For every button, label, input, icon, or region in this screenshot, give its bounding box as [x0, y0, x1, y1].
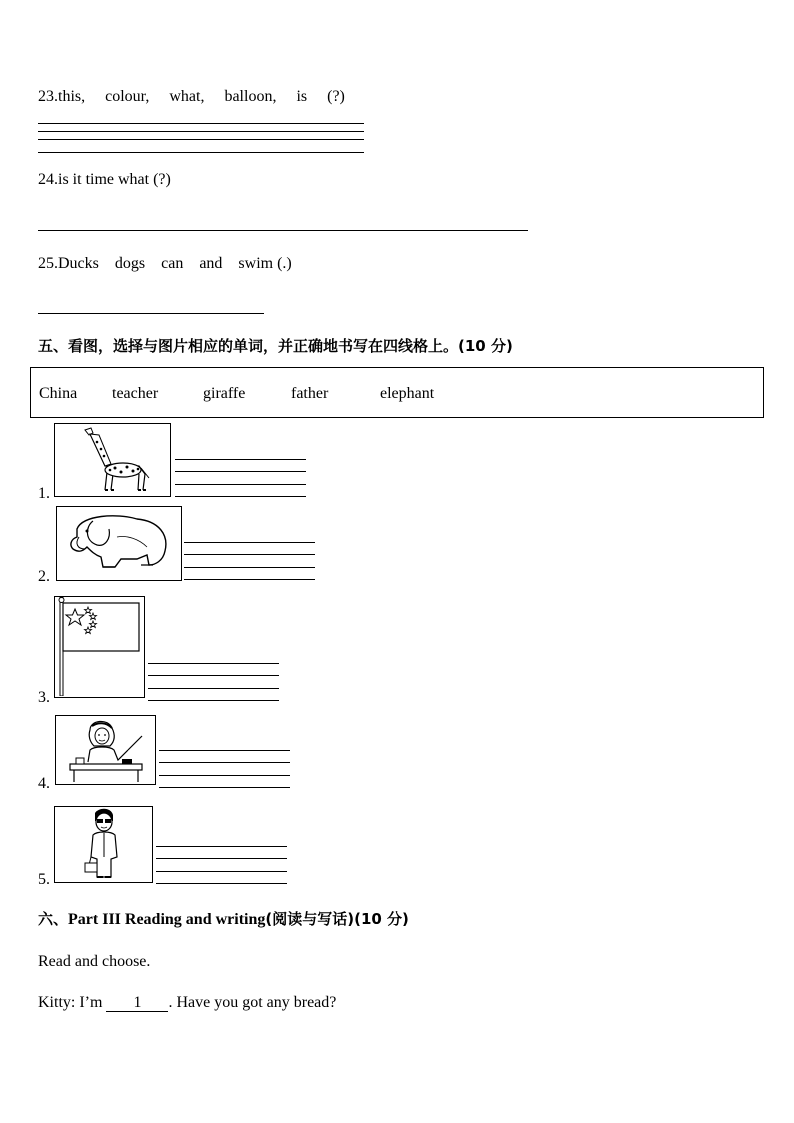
section-5-title: 五、看图，选择与图片相应的单词，并正确地书写在四线格上。(10 分) — [38, 337, 513, 355]
picture-3 — [54, 596, 145, 698]
question-25: 25.Ducks dogs can and swim (.) — [38, 255, 292, 272]
picture-4 — [55, 715, 156, 785]
item-number-4: 4. — [38, 775, 50, 792]
elephant-icon — [57, 507, 180, 579]
word-father: father — [291, 385, 329, 402]
picture-1 — [54, 423, 171, 497]
question-23: 23.this, colour, what, balloon, is (?) — [38, 88, 345, 105]
item-number-5: 5. — [38, 871, 50, 888]
word-giraffe: giraffe — [203, 385, 246, 402]
word-teacher: teacher — [112, 385, 159, 402]
word-bank-box — [30, 367, 764, 418]
father-icon — [55, 807, 151, 881]
item-number-2: 2. — [38, 568, 50, 585]
word-elephant: elephant — [380, 385, 435, 402]
picture-2 — [56, 506, 182, 581]
teacher-icon — [56, 716, 154, 783]
china-flag-icon — [55, 597, 143, 696]
item-number-3: 3. — [38, 689, 50, 706]
section-6-title: 六、Part III Reading and writing(阅读与写话)(10 分) — [38, 910, 409, 928]
giraffe-icon — [55, 424, 169, 495]
item-number-1: 1. — [38, 485, 50, 502]
reading-instruction: Read and choose. — [38, 953, 151, 970]
answer-line-q24[interactable] — [38, 230, 528, 231]
dialogue-kitty: Kitty: I’m 1 . Have you got any bread? — [38, 994, 337, 1011]
question-24: 24.is it time what (?) — [38, 171, 171, 188]
answer-line-q25[interactable] — [38, 313, 264, 314]
picture-5 — [54, 806, 153, 883]
word-china: China — [39, 385, 78, 402]
blank-1[interactable]: 1 — [106, 994, 168, 1012]
